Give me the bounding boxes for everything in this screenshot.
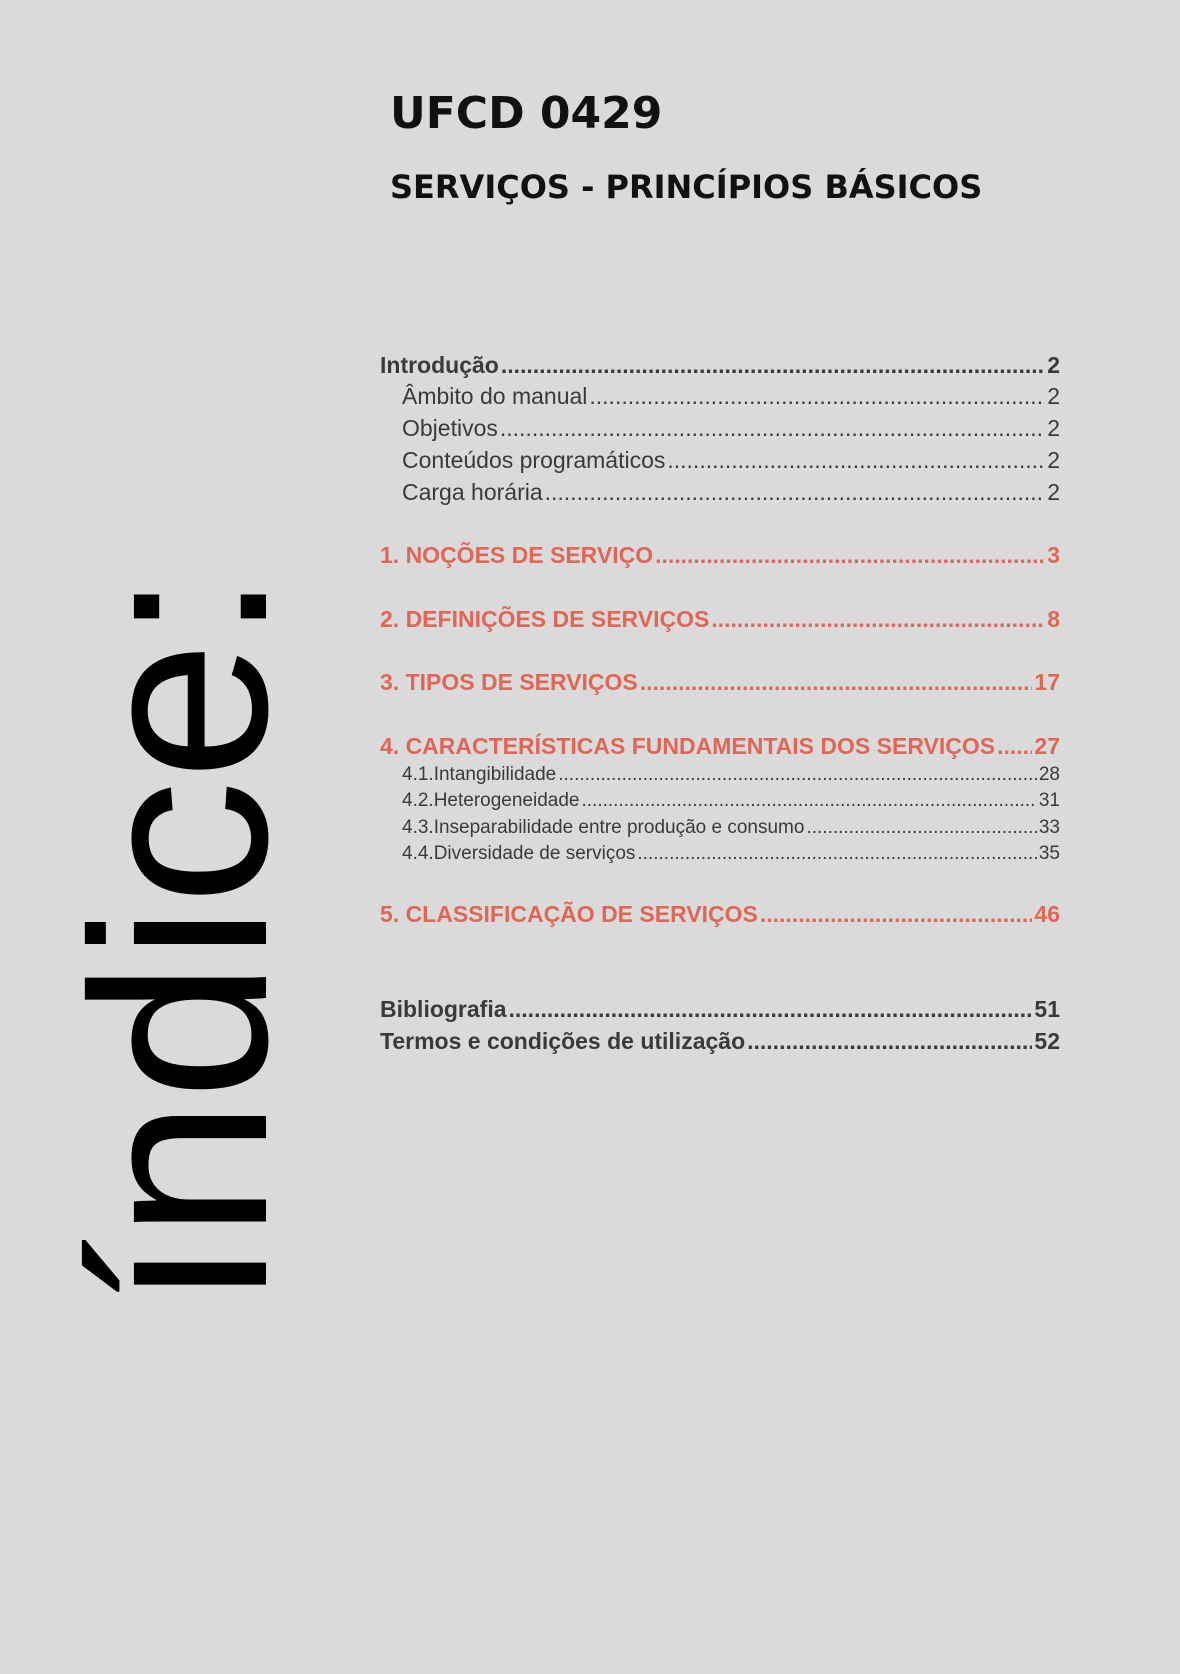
toc-leader-dots	[997, 733, 1032, 760]
toc-entry-page: 2	[1047, 352, 1060, 378]
toc-leader-dots	[545, 479, 1046, 506]
toc-entry-label: 4. CARACTERÍSTICAS FUNDAMENTAIS DOS SERVIÇOS	[380, 733, 996, 759]
toc-entry-label: Bibliografia	[380, 996, 507, 1022]
toc-leader-dots	[711, 606, 1045, 633]
toc-leader-dots	[589, 383, 1045, 410]
toc-entry-label: 4.3.Inseparabilidade entre produção e consumo	[402, 817, 805, 838]
toc-entry-page: 2	[1047, 383, 1060, 409]
toc-entry-page: 35	[1038, 843, 1060, 864]
toc-entry-label: 5. CLASSIFICAÇÃO DE SERVIÇOS	[380, 901, 758, 927]
toc-leader-dots	[581, 790, 1036, 812]
toc-entry-carga-horaria[interactable]	[380, 479, 1060, 506]
toc-entry-page: 2	[1047, 479, 1060, 505]
toc-leader-dots	[760, 901, 1033, 928]
toc-leader-dots	[640, 669, 1033, 696]
toc-leader-dots	[509, 996, 1033, 1023]
toc-chapter-2[interactable]	[380, 606, 1060, 633]
toc-leader-dots	[637, 843, 1036, 865]
toc-entry-label: Carga horária	[402, 479, 543, 505]
toc-entry-label: Conteúdos programáticos	[402, 447, 666, 473]
toc-entry-page: 2	[1047, 447, 1060, 473]
toc-entry-ambito[interactable]	[380, 383, 1060, 410]
toc-entry-page: 3	[1047, 542, 1060, 568]
toc-entry-label: 1. NOÇÕES DE SERVIÇO	[380, 542, 654, 568]
toc-leader-dots	[806, 817, 1036, 839]
toc-entry-introducao[interactable]	[380, 352, 1060, 379]
toc-chapter-4[interactable]	[380, 733, 1060, 760]
toc-entry-page: 33	[1038, 817, 1060, 838]
table-of-contents	[380, 0, 1060, 1674]
toc-leader-dots	[500, 415, 1045, 442]
toc-chapter-1[interactable]	[380, 542, 1060, 569]
toc-entry-4-1[interactable]	[380, 764, 1060, 786]
toc-entry-label: 3. TIPOS DE SERVIÇOS	[380, 669, 638, 695]
toc-chapter-5[interactable]	[380, 901, 1060, 928]
toc-entry-label: Âmbito do manual	[402, 383, 588, 409]
toc-entry-label: Introdução	[380, 352, 499, 378]
toc-entry-label: Termos e condições de utilização	[380, 1028, 746, 1054]
toc-entry-4-4[interactable]	[380, 843, 1060, 865]
toc-entry-objetivos[interactable]	[380, 415, 1060, 442]
toc-entry-page: 27	[1034, 733, 1060, 759]
toc-entry-page: 51	[1034, 996, 1060, 1022]
toc-entry-label: 4.2.Heterogeneidade	[402, 790, 580, 811]
toc-entry-bibliografia[interactable]	[380, 996, 1060, 1023]
index-heading: índice:	[40, 571, 319, 1309]
toc-leader-dots	[655, 542, 1045, 569]
index-heading-container	[40, 545, 319, 1335]
toc-entry-conteudos[interactable]	[380, 447, 1060, 474]
toc-entry-page: 2	[1047, 415, 1060, 441]
toc-entry-page: 8	[1047, 606, 1060, 632]
toc-entry-page: 46	[1034, 901, 1060, 927]
toc-entry-label: Objetivos	[402, 415, 498, 441]
toc-entry-4-3[interactable]	[380, 817, 1060, 839]
document-subtitle: SERVIÇOS - PRINCÍPIOS BÁSICOS	[390, 168, 983, 206]
toc-entry-4-2[interactable]	[380, 790, 1060, 812]
document-title: UFCD 0429	[390, 88, 663, 139]
toc-entry-page: 52	[1034, 1028, 1060, 1054]
toc-entry-label: 4.4.Diversidade de serviços	[402, 843, 636, 864]
toc-leader-dots	[747, 1028, 1032, 1055]
toc-entry-page: 17	[1034, 669, 1060, 695]
toc-chapter-3[interactable]	[380, 669, 1060, 696]
toc-leader-dots	[667, 447, 1045, 474]
toc-leader-dots	[501, 352, 1045, 379]
toc-entry-page: 28	[1038, 764, 1060, 785]
toc-entry-label: 2. DEFINIÇÕES DE SERVIÇOS	[380, 606, 710, 632]
toc-leader-dots	[558, 764, 1037, 786]
toc-entry-page: 31	[1038, 790, 1060, 811]
toc-entry-termos[interactable]	[380, 1028, 1060, 1055]
toc-entry-label: 4.1.Intangibilidade	[402, 764, 557, 785]
